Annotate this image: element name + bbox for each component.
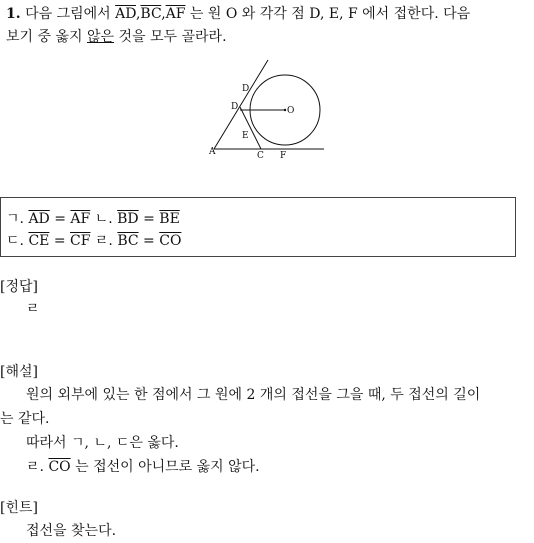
choice-d-eq: = (138, 233, 160, 249)
segment-ad: $\overline{AD}$ (115, 6, 136, 22)
choice-a-rhs: $\overline{AF}$ (70, 211, 91, 227)
hint-text: 접선을 찾는다. (26, 523, 117, 539)
choice-c-lhs: $\overline{CE}$ (28, 233, 50, 249)
explanation-heading: [해설] (0, 364, 38, 380)
choice-b-lhs: $\overline{BD}$ (117, 211, 139, 227)
question-number: 1. (6, 6, 21, 22)
tangent-line-ad (214, 60, 268, 149)
question-line-1: 1. 다음 그림에서 $\overline{AD},\overline{BC},\overline{AF}$ 는 원 O 와 각각 점 D, E, F 에서 접한다. 다음 (6, 6, 471, 22)
choice-d-prefix: ㄹ. (90, 233, 118, 249)
explanation-segment-co: $\overline{CO}$ (48, 459, 71, 475)
choice-b-eq: = (138, 211, 160, 227)
choice-a-lhs: $\overline{AD}$ (28, 211, 50, 227)
choice-a-prefix: ㄱ. (6, 211, 29, 227)
choice-d-lhs: $\overline{BC}$ (117, 233, 139, 249)
explanation-line-4-rest: 는 접선이 아니므로 옳지 않다. (70, 459, 260, 475)
label-a: A (209, 147, 216, 157)
choice-b-prefix: ㄴ. (90, 211, 118, 227)
label-o: O (287, 106, 295, 116)
choice-c-rhs: $\overline{CF}$ (70, 233, 91, 249)
explanation-line-1: 원의 외부에 있는 한 점에서 그 원에 2 개의 접선을 그을 때, 두 접선의 길이 (26, 387, 481, 403)
explanation-line-4 (26, 457, 260, 477)
choice-row-2 (6, 231, 181, 251)
question-text-line2: 보기 중 옳지 (6, 29, 87, 45)
answer-value: ㄹ (26, 301, 40, 317)
choice-c-prefix: ㄷ. (6, 233, 29, 249)
answer-heading: [정답] (0, 279, 38, 295)
question-line-2 (6, 27, 227, 47)
choice-row-1 (6, 209, 180, 229)
label-c: C (257, 151, 264, 161)
center-point-o (284, 109, 286, 111)
choice-c-eq: = (49, 233, 71, 249)
explanation-line-2: 는 같다. (0, 411, 50, 427)
label-d-top: D (242, 84, 250, 94)
label-e: E (242, 131, 249, 141)
choice-b-rhs: $\overline{BE}$ (159, 211, 180, 227)
hint-heading: [힌트] (0, 500, 38, 516)
segment-bc: $\overline{BC}$ (140, 6, 162, 22)
choice-d-rhs: $\overline{CO}$ (159, 233, 182, 249)
question-text-line2-end: 것을 모두 골라라. (114, 29, 227, 45)
segment-af: $\overline{AF}$ (165, 6, 186, 22)
question-text-start: 다음 그림에서 (25, 6, 116, 22)
question-text-end: 는 원 O 와 각각 점 D, E, F 에서 접한다. 다음 (185, 6, 471, 22)
label-f: F (280, 151, 287, 161)
explanation-line-3: 따라서 ㄱ, ㄴ, ㄷ은 옳다. (26, 435, 179, 451)
explanation-line-4-prefix: ㄹ. (26, 459, 49, 475)
choice-a-eq: = (49, 211, 71, 227)
label-d-mid: D (231, 102, 239, 112)
underlined-word: 않은 (86, 29, 115, 45)
geometry-figure (200, 58, 340, 168)
